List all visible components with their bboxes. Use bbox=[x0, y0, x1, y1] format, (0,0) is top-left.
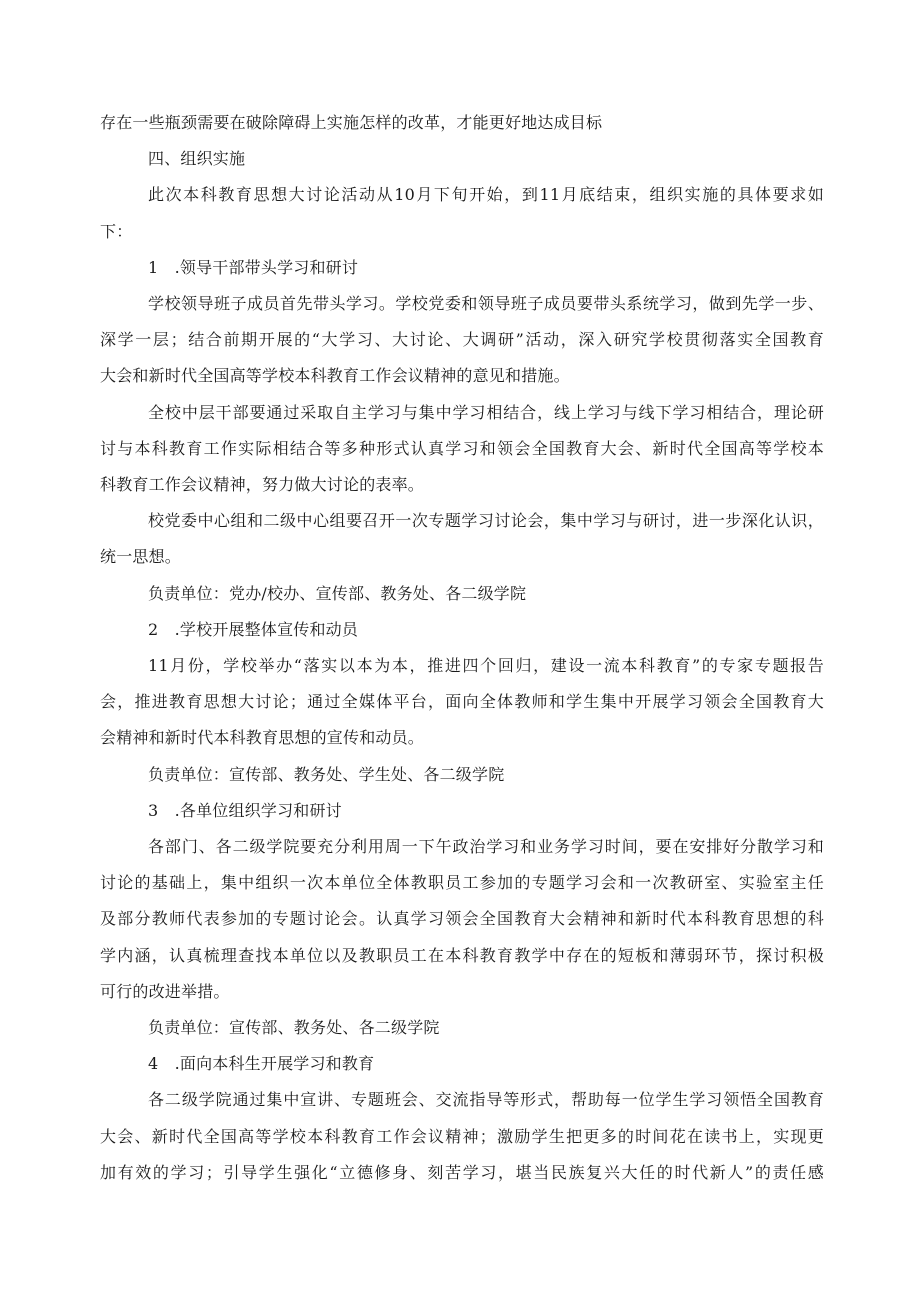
text-line: 会精神和新时代本科教育思想的宣传和动员。 bbox=[100, 728, 425, 748]
text-line: 学内涵，认真梳理查找本单位以及教职员工在本科教育教学中存在的短板和薄弱环节，探讨积极 bbox=[100, 945, 824, 965]
section-heading: 四、组织实施 bbox=[148, 149, 246, 169]
text-line: 加有效的学习；引导学生强化“立德修身、刻苦学习，堪当民族复兴大任的时代新人”的责任感 bbox=[100, 1162, 824, 1182]
text-line: 11月份，学校举办“落实以本为本，推进四个回归，建设一流本科教育”的专家专题报告 bbox=[148, 656, 824, 676]
text-line: 学校领导班子成员首先带头学习。学校党委和领导班子成员要带头系统学习，做到先学一步、 bbox=[148, 294, 824, 314]
text-line: 此次本科教育思想大讨论活动从10月下旬开始，到11月底结束，组织实施的具体要求如 bbox=[148, 185, 824, 205]
text-line: 统一思想。 bbox=[100, 547, 182, 567]
responsible-units: 负责单位：党办/校办、宣传部、教务处、各二级学院 bbox=[148, 583, 527, 603]
document-page bbox=[100, 105, 824, 1191]
text-line: 讨论的基础上，集中组织一次本单位全体教职员工参加的专题学习会和一次教研室、实验室主任 bbox=[100, 873, 824, 893]
subsection-heading: 2 .学校开展整体宣传和动员 bbox=[148, 619, 359, 639]
text-line: 科教育工作会议精神，努力做大讨论的表率。 bbox=[100, 475, 425, 495]
subsection-heading: 4 .面向本科生开展学习和教育 bbox=[148, 1054, 375, 1074]
subsection-heading: 3 .各单位组织学习和研讨 bbox=[148, 800, 342, 820]
text-line: 全校中层干部要通过采取自主学习与集中学习相结合，线上学习与线下学习相结合，理论研 bbox=[148, 402, 824, 422]
text-line: 各部门、各二级学院要充分利用周一下午政治学习和业务学习时间，要在安排好分散学习和 bbox=[148, 837, 824, 857]
text-line: 及部分教师代表参加的专题讨论会。认真学习领会全国教育大会精神和新时代本科教育思想的科 bbox=[100, 909, 824, 929]
responsible-units: 负责单位：宣传部、教务处、学生处、各二级学院 bbox=[148, 764, 505, 784]
text-line: 深学一层；结合前期开展的“大学习、大讨论、大调研”活动，深入研究学校贯彻落实全国教育 bbox=[100, 330, 824, 350]
text-line: 会，推进教育思想大讨论；通过全媒体平台，面向全体教师和学生集中开展学习领会全国教育大 bbox=[100, 692, 824, 712]
text-line: 存在一些瓶颈需要在破除障碍上实施怎样的改革，才能更好地达成目标 bbox=[100, 113, 603, 132]
subsection-heading: 1 .领导干部带头学习和研讨 bbox=[148, 257, 359, 277]
text-line: 大会、新时代全国高等学校本科教育工作会议精神；激励学生把更多的时间花在读书上，实现更 bbox=[100, 1126, 824, 1146]
text-line: 可行的改进举措。 bbox=[100, 981, 230, 1001]
responsible-units: 负责单位：宣传部、教务处、各二级学院 bbox=[148, 1018, 440, 1038]
text-line: 校党委中心组和二级中心组要召开一次专题学习讨论会，集中学习与研讨，进一步深化认识， bbox=[148, 511, 824, 531]
text-line: 各二级学院通过集中宣讲、专题班会、交流指导等形式，帮助每一位学生学习领悟全国教育 bbox=[148, 1090, 824, 1110]
text-line: 下： bbox=[100, 221, 133, 241]
text-line: 大会和新时代全国高等学校本科教育工作会议精神的意见和措施。 bbox=[100, 366, 570, 386]
text-line: 讨与本科教育工作实际相结合等多种形式认真学习和领会全国教育大会、新时代全国高等学校本 bbox=[100, 438, 824, 458]
